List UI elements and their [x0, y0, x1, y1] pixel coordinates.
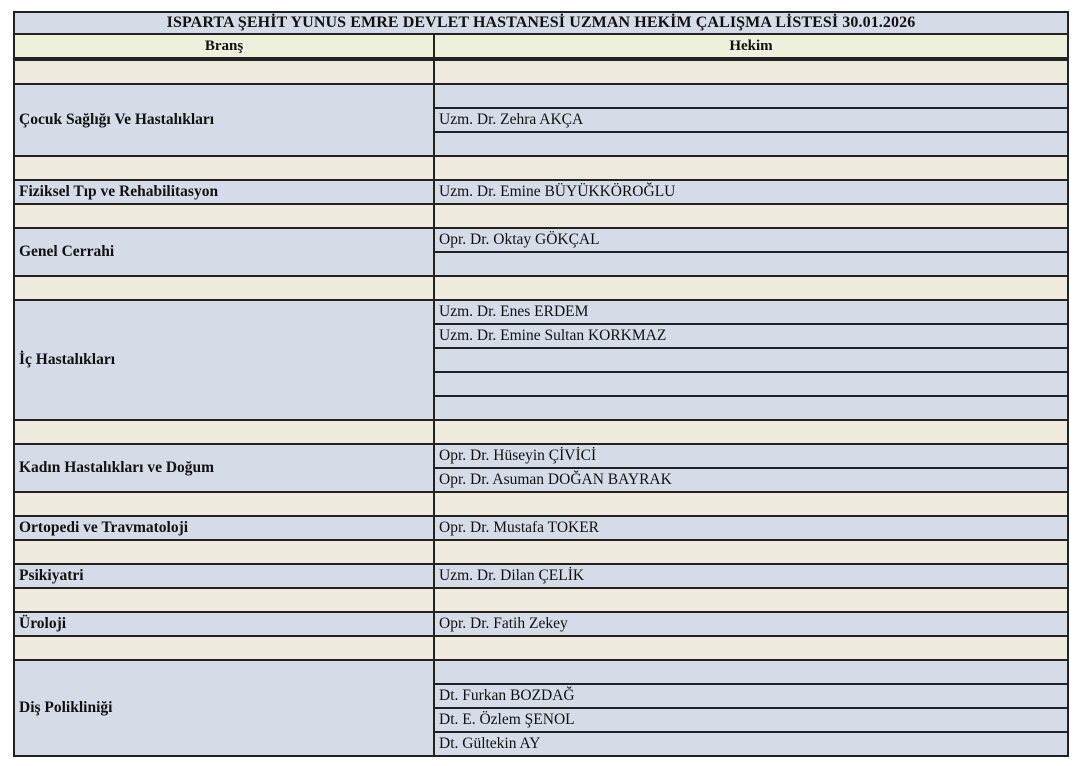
schedule-table [13, 59, 1069, 757]
branch-group [15, 299, 1067, 419]
doctor-name [435, 251, 1067, 275]
branch-name: Üroloji [15, 611, 435, 635]
doctor-name: Uzm. Dr. Emine Sultan KORKMAZ [435, 323, 1067, 347]
doctor-list [435, 611, 1067, 635]
doctor-name: Opr. Dr. Asuman DOĞAN BAYRAK [435, 467, 1067, 491]
separator-row [15, 203, 1067, 227]
separator-cell [15, 203, 435, 227]
column-header-brans: Branş [15, 35, 435, 57]
doctor-list [435, 515, 1067, 539]
separator-cell [15, 635, 435, 659]
separator-cell [435, 419, 1067, 443]
branch-group [15, 179, 1067, 203]
doctor-name: Uzm. Dr. Zehra AKÇA [435, 107, 1067, 131]
branch-name: Ortopedi ve Travmatoloji [15, 515, 435, 539]
doctor-list [435, 443, 1067, 491]
separator-cell [435, 539, 1067, 563]
separator-cell [435, 491, 1067, 515]
doctor-name [435, 83, 1067, 107]
schedule-document [13, 11, 1069, 757]
branch-group [15, 83, 1067, 155]
separator-cell [15, 419, 435, 443]
separator-cell [15, 587, 435, 611]
branch-name: Çocuk Sağlığı Ve Hastalıkları [15, 83, 435, 155]
doctor-name: Opr. Dr. Oktay GÖKÇAL [435, 227, 1067, 251]
doctor-name: Dt. E. Özlem ŞENOL [435, 707, 1067, 731]
separator-row [15, 419, 1067, 443]
doctor-name: Dt. Gültekin AY [435, 731, 1067, 755]
separator-row [15, 275, 1067, 299]
branch-name: Kadın Hastalıkları ve Doğum [15, 443, 435, 491]
doctor-list [435, 659, 1067, 755]
doctor-name: Uzm. Dr. Enes ERDEM [435, 299, 1067, 323]
separator-row [15, 59, 1067, 83]
doctor-list [435, 227, 1067, 275]
branch-group [15, 227, 1067, 275]
doctor-name: Opr. Dr. Hüseyin ÇİVİCİ [435, 443, 1067, 467]
separator-cell [435, 275, 1067, 299]
doctor-list [435, 563, 1067, 587]
separator-row [15, 539, 1067, 563]
separator-cell [435, 155, 1067, 179]
doctor-name [435, 395, 1067, 419]
doctor-list [435, 83, 1067, 155]
separator-cell [15, 539, 435, 563]
doctor-name: Dt. Furkan BOZDAĞ [435, 683, 1067, 707]
branch-group [15, 611, 1067, 635]
separator-row [15, 635, 1067, 659]
doctor-list [435, 299, 1067, 419]
branch-group [15, 443, 1067, 491]
separator-cell [435, 203, 1067, 227]
separator-cell [435, 59, 1067, 83]
separator-cell [15, 155, 435, 179]
doctor-name: Uzm. Dr. Emine BÜYÜKKÖROĞLU [435, 179, 1067, 203]
separator-row [15, 155, 1067, 179]
branch-group [15, 515, 1067, 539]
branch-group [15, 563, 1067, 587]
document-title: ISPARTA ŞEHİT YUNUS EMRE DEVLET HASTANESİ UZMAN HEKİM ÇALIŞMA LİSTESİ 30.01.2026 [13, 11, 1069, 35]
doctor-name: Opr. Dr. Mustafa TOKER [435, 515, 1067, 539]
branch-name: İç Hastalıkları [15, 299, 435, 419]
branch-group [15, 659, 1067, 755]
branch-name: Diş Polikliniği [15, 659, 435, 755]
column-header-hekim: Hekim [729, 37, 773, 54]
separator-cell [435, 635, 1067, 659]
doctor-name [435, 347, 1067, 371]
doctor-list [435, 179, 1067, 203]
separator-cell [435, 587, 1067, 611]
separator-cell [15, 59, 435, 83]
branch-name: Genel Cerrahi [15, 227, 435, 275]
doctor-name: Opr. Dr. Fatih Zekey [435, 611, 1067, 635]
doctor-name [435, 131, 1067, 155]
separator-cell [15, 491, 435, 515]
table-header [13, 35, 1069, 59]
doctor-name [435, 371, 1067, 395]
separator-row [15, 491, 1067, 515]
doctor-name: Uzm. Dr. Dilan ÇELİK [435, 563, 1067, 587]
branch-name: Fiziksel Tıp ve Rehabilitasyon [15, 179, 435, 203]
separator-cell [15, 275, 435, 299]
branch-name: Psikiyatri [15, 563, 435, 587]
separator-row [15, 587, 1067, 611]
doctor-name [435, 659, 1067, 683]
